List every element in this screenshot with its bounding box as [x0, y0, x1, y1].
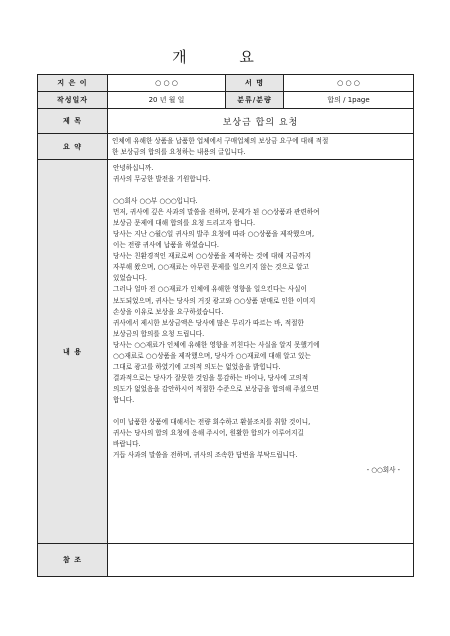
content-line: 합니다.: [113, 396, 135, 405]
content-line: [113, 185, 408, 196]
writer-label: 지 은 이: [38, 75, 108, 92]
content-line: 보상금의 합의를 요청 드립니다.: [113, 329, 205, 338]
content-line: 당사는 ○○재료가 인체에 유해한 영향을 끼친다는 사실을 알지 못했기에: [113, 340, 320, 349]
content-line: 귀사에서 제시한 보상금액은 당사에 많은 무리가 따르는 바, 적절한: [113, 318, 304, 327]
content-line: 있었습니다.: [113, 274, 147, 283]
content-line: 거듭 사과의 말씀을 전하며, 귀사의 조속한 답변을 부탁드립니다.: [113, 451, 298, 460]
content-line: 당사는 친환경적인 재료로써 ○○상품을 제작하는 것에 대해 지금까지: [113, 252, 312, 261]
summary-value: [108, 134, 414, 160]
signature-value: ○ ○ ○: [284, 75, 414, 92]
content-line: 이는 전량 귀사에 납품을 하였습니다.: [113, 241, 220, 250]
summary-line: 인체에 유해한 상품을 납품한 업체에서 구매업체의 보상금 요구에 대해 적절: [112, 136, 329, 145]
content-line: 이미 납품한 상품에 대해서는 전량 회수하고 환불조치를 취할 것이니,: [113, 417, 311, 426]
category-label: 분류/분량: [226, 92, 284, 109]
content-line: 그러나 얼마 전 ○○재료가 인체에 유해한 영향을 일으킨다는 사실이: [113, 285, 307, 294]
signature-label: 서 명: [226, 75, 284, 92]
reference-label: 참 조: [38, 544, 108, 577]
date-value: 20 년 월 일: [108, 92, 226, 109]
content-line: 안녕하십니까.: [113, 164, 154, 172]
content-line: 먼저, 귀사에 깊은 사과의 말씀을 전하며, 문제가 된 ○○상품과 관련하여: [113, 207, 320, 216]
category-value: 합의 / 1page: [284, 92, 414, 109]
content-line: [113, 406, 408, 417]
content-line: 손상을 이유로 보상을 요구하셨습니다.: [113, 307, 224, 316]
document-title: 개 요: [172, 48, 278, 66]
content-line: 귀사의 무궁한 발전을 기원합니다.: [113, 175, 211, 184]
content-line: 귀사는 당사의 합의 요청에 응해 주시어, 원활한 합의가 이루어지길: [113, 429, 304, 438]
content-line: 보상금 문제에 대해 합의를 요청 드리고자 합니다.: [113, 218, 256, 227]
content-line: 의도가 없었음을 감안하시어 적절한 수준으로 보상금을 합의해 주셨으면: [113, 385, 319, 394]
overview-table: [37, 74, 414, 577]
content-line: 보도되었으며, 귀사는 당사의 거짓 광고와 ○○상품 판매로 인한 이미지: [113, 296, 316, 305]
content-line: 결과적으로는 당사가 잘못한 것임을 통감하는 바이나, 당사에 고의적: [113, 374, 309, 383]
reference-value: [108, 544, 414, 577]
date-label: 작성일자: [38, 92, 108, 109]
signoff: - ○○회사 -: [366, 466, 400, 475]
content-label: 내 용: [38, 160, 108, 544]
content-line: 그대로 광고를 하였기에 고의적 의도는 없었음을 밝힙니다.: [113, 363, 281, 372]
content-line: 당사는 지난 ○월○일 귀사의 발주 요청에 따라 ○○상품을 제작했으며,: [113, 229, 315, 238]
content-lines: [113, 163, 408, 461]
content-line: ○○회사 ○○부 ○○○입니다.: [113, 196, 198, 205]
content-body: [108, 160, 414, 544]
summary-label: 요 약: [38, 134, 108, 160]
content-line: 자부해 왔으며, ○○재료는 아무런 문제를 일으키지 않는 것으로 알고: [113, 263, 309, 272]
subject-label: 제 목: [38, 109, 108, 134]
content-line: 바랍니다.: [113, 440, 141, 449]
summary-line: 한 보상금의 합의를 요청하는 내용의 글입니다.: [112, 147, 246, 156]
writer-value: ○ ○ ○: [108, 75, 226, 92]
subject-value: 보상금 합의 요청: [108, 109, 414, 134]
content-line: ○○재료로 ○○상품을 제작했으며, 당사가 ○○재료에 대해 알고 있는: [113, 352, 311, 360]
